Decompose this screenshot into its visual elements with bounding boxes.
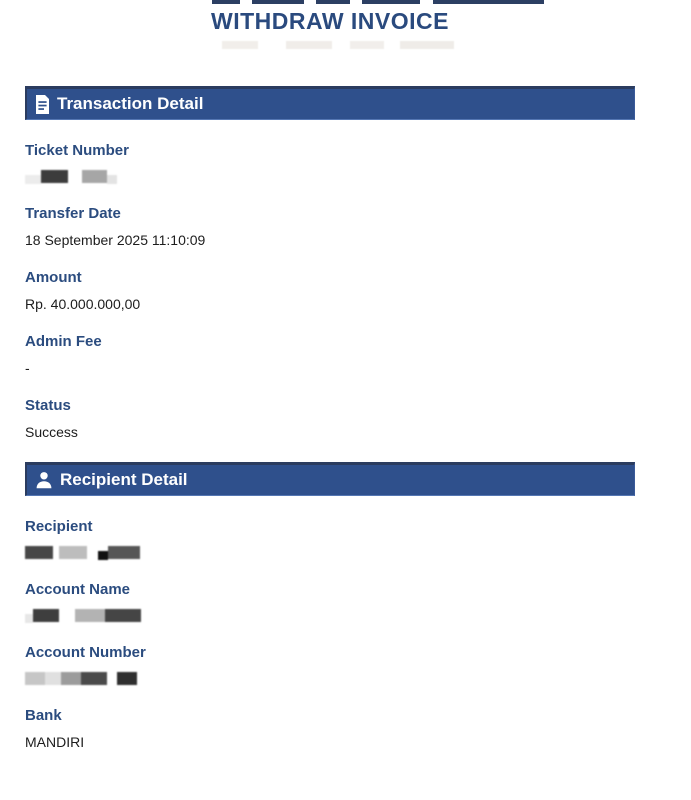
invoice-content [25, 86, 635, 750]
field-label: Admin Fee [25, 333, 102, 350]
field-transfer-date [25, 205, 635, 248]
redacted-value [25, 608, 635, 623]
field-label: Ticket Number [25, 142, 129, 159]
field-value: Rp. 40.000.000,00 [25, 296, 141, 312]
field-label: Status [25, 397, 71, 414]
section-transaction-detail [25, 86, 635, 440]
field-label: Recipient [25, 518, 93, 535]
recipient-fields [25, 518, 635, 750]
field-account-name [25, 581, 635, 623]
section-header-recipient-detail [25, 462, 635, 496]
person-icon [35, 471, 53, 489]
field-recipient [25, 518, 635, 560]
field-label: Amount [25, 269, 82, 286]
field-label: Bank [25, 707, 62, 724]
transaction-fields [25, 142, 635, 440]
redacted-value [25, 169, 635, 184]
redacted-subtitle [222, 41, 454, 49]
field-admin-fee [25, 333, 635, 376]
section-title: Recipient Detail [60, 469, 188, 489]
field-bank [25, 707, 635, 750]
redacted-value [25, 545, 635, 560]
clipped-text-fragment [212, 0, 544, 4]
page-title: WITHDRAW INVOICE [211, 8, 449, 34]
field-ticket-number [25, 142, 635, 184]
document-icon [35, 95, 50, 114]
field-status [25, 397, 635, 440]
section-header-transaction-detail [25, 86, 635, 120]
field-label: Account Number [25, 644, 146, 661]
field-value: Success [25, 424, 78, 440]
field-value: 18 September 2025 11:10:09 [25, 232, 206, 248]
field-value: MANDIRI [25, 734, 85, 750]
section-recipient-detail [25, 462, 635, 750]
redacted-value [25, 671, 635, 686]
field-account-number [25, 644, 635, 686]
field-value: - [25, 360, 30, 376]
field-amount [25, 269, 635, 312]
field-label: Account Name [25, 581, 131, 598]
section-title: Transaction Detail [57, 93, 204, 113]
field-label: Transfer Date [25, 205, 121, 222]
